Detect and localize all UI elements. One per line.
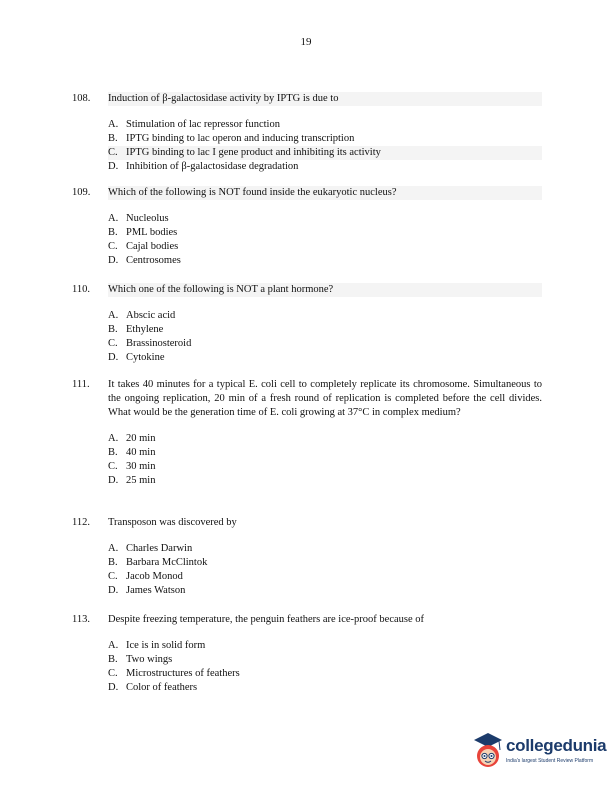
- question-112: [72, 516, 542, 598]
- option-item: C. IPTG binding to lac I gene product and inhibiting its activity: [108, 146, 542, 160]
- question-stem: Despite freezing temperature, the penguin feathers are ice-proof because of: [108, 614, 425, 625]
- question-stem: Induction of β-galactosidase activity by IPTG is due to: [108, 92, 542, 106]
- option-item: A. Nucleolus: [108, 213, 169, 224]
- options-list: [108, 212, 542, 268]
- question-number: 110.: [72, 284, 90, 295]
- question-108: [72, 92, 542, 174]
- option-item: A. Charles Darwin: [108, 543, 193, 554]
- option-item: A. Stimulation of lac repressor function: [108, 119, 280, 130]
- question-113: [72, 613, 542, 695]
- option-item: D. 25 min: [108, 475, 156, 486]
- option-item: D. Cytokine: [108, 352, 165, 363]
- question-number: 108.: [72, 93, 91, 104]
- question-stem: Which one of the following is NOT a plant hormone?: [108, 283, 542, 297]
- option-item: C. Microstructures of feathers: [108, 668, 240, 679]
- question-stem: It takes 40 minutes for a typical E. coli cell to completely replicate its chromosome. Simultaneous to the ongoing replication, 20 min of a fresh round of replication is completed before the cell divides. What would be the generation time of E. coli growing at 37°C in complex medium?: [108, 379, 542, 418]
- option-item: B. Barbara McClintok: [108, 557, 208, 568]
- question-stem: Which of the following is NOT found inside the eukaryotic nucleus?: [108, 186, 542, 200]
- option-item: A. 20 min: [108, 433, 156, 444]
- question-110: [72, 283, 542, 365]
- option-item: B. Ethylene: [108, 324, 164, 335]
- question-stem: Transposon was discovered by: [108, 517, 237, 528]
- question-109: [72, 186, 542, 268]
- option-item: D. Inhibition of β-galactosidase degradation: [108, 161, 299, 172]
- option-item: A. Ice is in solid form: [108, 640, 206, 651]
- option-item: C. Cajal bodies: [108, 241, 179, 252]
- option-item: C. 30 min: [108, 461, 156, 472]
- option-item: D. Centrosomes: [108, 255, 181, 266]
- options-list: [108, 118, 542, 174]
- logo-wordmark: collegedunia: [506, 736, 607, 755]
- option-item: A. Abscic acid: [108, 310, 176, 321]
- options-list: [108, 309, 542, 365]
- option-item: D. James Watson: [108, 585, 186, 596]
- options-list: [108, 542, 542, 598]
- question-number: 111.: [72, 379, 90, 390]
- question-number: 112.: [72, 517, 90, 528]
- logo-tagline: India's largest Student Review Platform: [506, 758, 594, 764]
- collegedunia-logo: [472, 730, 607, 774]
- graduate-mascot-icon: [472, 730, 504, 774]
- page-number: 19: [300, 36, 312, 48]
- option-item: B. IPTG binding to lac operon and inducing transcription: [108, 133, 355, 144]
- question-111: [72, 378, 542, 488]
- question-number: 113.: [72, 614, 90, 625]
- option-item: B. 40 min: [108, 447, 156, 458]
- options-list: [108, 639, 542, 695]
- question-number: 109.: [72, 187, 91, 198]
- option-item: C. Jacob Monod: [108, 571, 183, 582]
- options-list: [108, 432, 542, 488]
- option-item: C. Brassinosteroid: [108, 338, 192, 349]
- option-item: B. PML bodies: [108, 227, 178, 238]
- option-item: D. Color of feathers: [108, 682, 198, 693]
- option-item: B. Two wings: [108, 654, 173, 665]
